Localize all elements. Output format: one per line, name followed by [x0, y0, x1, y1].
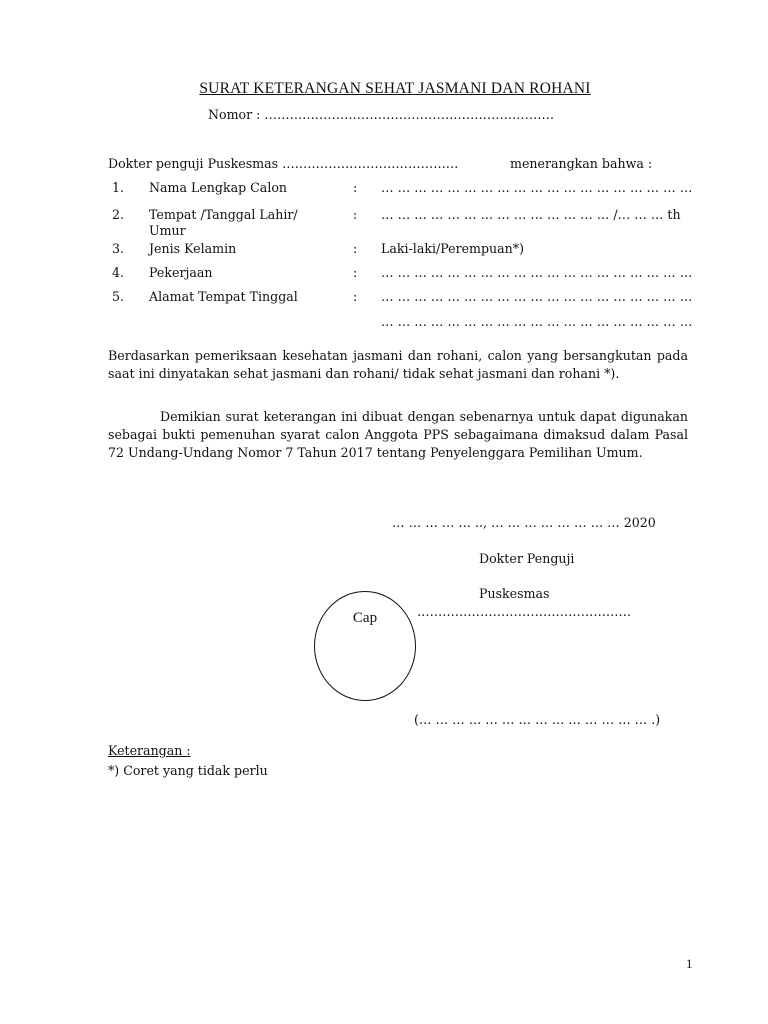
item-value: … … … … … … … … … … … … … … … … … … …	[381, 289, 693, 304]
item-value: … … … … … … … … … … … … … … … … … … …	[381, 180, 693, 195]
item-number: 3.	[112, 241, 125, 256]
item-number: 1.	[112, 180, 125, 195]
item-number: 4.	[112, 265, 125, 280]
item-colon: :	[353, 241, 358, 256]
statement-paragraph: Berdasarkan pemeriksaan kesehatan jasmani dan rohani, calon yang bersangkutan pada saat ini dinyatakan sehat jasmani dan rohani/ tidak sehat jasmani dan rohani *).	[108, 348, 688, 381]
page-number: 1	[686, 956, 693, 971]
item-colon: :	[353, 207, 358, 222]
stamp-label: Cap	[352, 610, 378, 626]
signer-org-dots: ……………………………………………	[417, 604, 632, 619]
intro-line	[108, 156, 680, 171]
stamp-circle	[314, 591, 416, 701]
item-value: … … … … … … … … … … … … … … … … … … …	[381, 265, 693, 280]
list-item	[0, 180, 768, 200]
intro-right: menerangkan bahwa :	[510, 156, 653, 171]
document-title: SURAT KETERANGAN SEHAT JASMANI DAN ROHANI	[199, 80, 591, 97]
closing-paragraph: Demikian surat keterangan ini dibuat dengan sebenarnya untuk dapat digunakan sebagai bukti pemenuhan syarat calon Anggota PPS sebagaimana dimaksud dalam Pasal 72 Undang-Undang Nomor 7 Tahun 2017 tentang Penyelenggara Pemilihan Umum.	[108, 409, 688, 460]
item-colon: :	[353, 289, 358, 304]
item-colon: :	[353, 180, 358, 195]
list-item	[0, 265, 768, 285]
keterangan-title: Keterangan :	[108, 743, 191, 758]
item-value: … … … … … … … … … … … … … … /… … … th	[381, 207, 681, 222]
intro-left: Dokter penguji Puskesmas ……………………………………	[108, 156, 459, 171]
list-item	[0, 241, 768, 261]
document-number-line: Nomor : ……………………………………………………………	[208, 107, 555, 122]
signer-title: Dokter Penguji	[479, 551, 575, 566]
item-label: Jenis Kelamin	[149, 241, 237, 256]
item-number: 5.	[112, 289, 125, 304]
item-number: 2.	[112, 207, 125, 222]
signer-org: Puskesmas	[479, 586, 550, 601]
item-value-continued: … … … … … … … … … … … … … … … … … … …	[381, 314, 693, 329]
list-item	[0, 289, 768, 333]
item-value: Laki-laki/Perempuan*)	[381, 241, 525, 256]
item-label: Tempat /Tanggal Lahir/	[149, 207, 298, 222]
list-item	[0, 207, 768, 243]
date-line: … … … … … .., … … … … … … … … 2020	[392, 515, 656, 530]
keterangan-text: *) Coret yang tidak perlu	[108, 763, 268, 778]
signature-line: (… … … … … … … … … … … … … … .)	[414, 712, 661, 727]
item-label: Alamat Tempat Tinggal	[149, 289, 298, 304]
item-label: Nama Lengkap Calon	[149, 180, 288, 195]
item-colon: :	[353, 265, 358, 280]
item-label-continued: Umur	[149, 223, 186, 238]
item-label: Pekerjaan	[149, 265, 213, 280]
